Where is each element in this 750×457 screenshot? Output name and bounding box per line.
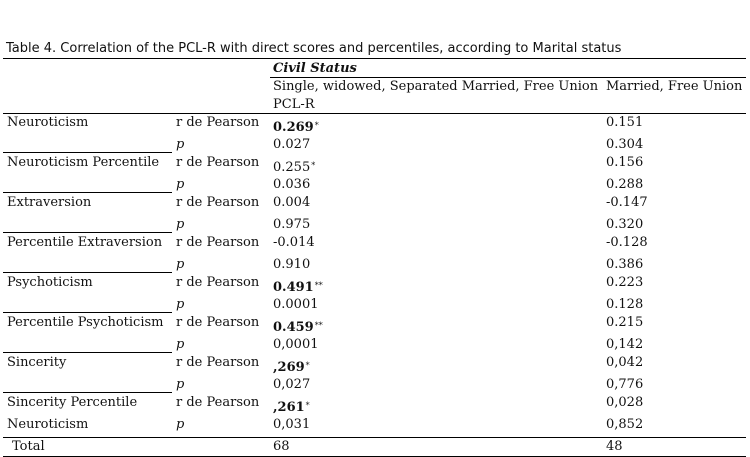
r-value-col1 [273,320,323,336]
variable-name: Extraversion [7,195,92,210]
p-value-col2: 0.128 [606,297,644,312]
variable-name: Percentile Extraversion [7,235,163,250]
total-label: Total [12,439,45,454]
r-label: r de Pearson [176,395,260,410]
column-header-married: Married, Free Union [606,79,743,94]
correlation-value: 0.004 [273,195,311,210]
correlation-value: 0.459 [273,320,314,335]
civil-status-rule [270,77,746,78]
p-value-col1: 0,031 [273,417,311,432]
r-value-col1 [273,120,319,136]
r-label: r de Pearson [176,355,260,370]
total-n-col2: 48 [606,439,623,454]
p-value-col1: 0.0001 [273,297,319,312]
r-label: r de Pearson [176,235,260,250]
header-bottom-rule [3,113,746,114]
variable-name-line2: Neuroticism [7,417,89,432]
r-value-col2: 0.156 [606,155,644,170]
correlation-value: 0.491 [273,280,314,295]
p-value-col2: 0,852 [606,417,644,432]
r-value-col2: -0.128 [606,235,648,250]
correlation-value: ,261 [273,400,305,415]
p-label: p [176,137,185,152]
r-value-col2: 0.223 [606,275,644,290]
variable-name: Sincerity [7,355,67,370]
correlation-value: 0.255 [273,160,311,175]
variable-name: Neuroticism [7,115,89,130]
p-label: p [176,297,185,312]
variable-underline [3,312,172,313]
p-label: p [176,417,185,432]
significance-marker: * [305,361,310,370]
variable-name: Percentile Psychoticism [7,315,164,330]
total-n-col1: 68 [273,439,290,454]
r-value-col1 [273,195,310,211]
civil-status-header: Civil Status [273,61,357,76]
significance-marker: * [314,121,319,130]
correlation-value: 0.269 [273,120,314,135]
variable-name: Sincerity Percentile [7,395,138,410]
p-label: p [176,217,185,232]
p-value-col2: 0,142 [606,337,644,352]
p-value-col1: 0.975 [273,217,311,232]
p-label: p [176,337,185,352]
p-value-col1: 0.910 [273,257,311,272]
r-value-col2: 0,028 [606,395,644,410]
variable-name: Neuroticism Percentile [7,155,160,170]
p-value-col2: 0,776 [606,377,644,392]
pcl-r-subheader: PCL-R [273,97,315,112]
variable-underline [3,192,172,193]
r-value-col2: 0.215 [606,315,644,330]
variable-underline [3,392,172,393]
r-value-col1 [273,280,323,296]
p-label: p [176,177,185,192]
r-value-col1 [273,400,310,416]
significance-marker: ** [314,321,323,330]
variable-underline [3,232,172,233]
r-value-col2: 0,042 [606,355,644,370]
top-rule [3,58,746,59]
p-value-col1: 0.027 [273,137,311,152]
r-label: r de Pearson [176,195,260,210]
table-caption: Table 4. Correlation of the PCL-R with direct scores and percentiles, according to Marital status [6,41,622,56]
r-value-col2: -0.147 [606,195,648,210]
r-label: r de Pearson [176,315,260,330]
r-value-col1 [273,235,315,251]
column-header-single: Single, widowed, Separated Married, Free Union [273,79,599,94]
correlation-value: ,269 [273,360,305,375]
variable-underline [3,152,172,153]
p-label: p [176,257,185,272]
total-top-rule [3,437,746,438]
significance-marker: ** [314,281,323,290]
p-value-col2: 0.288 [606,177,644,192]
p-value-col1: 0,0001 [273,337,319,352]
significance-marker: * [305,401,310,410]
p-value-col2: 0.304 [606,137,644,152]
p-label: p [176,377,185,392]
r-label: r de Pearson [176,275,260,290]
correlation-value: -0.014 [273,235,315,250]
r-value-col1 [273,360,310,376]
p-value-col2: 0.386 [606,257,644,272]
variable-underline [3,352,172,353]
r-value-col1 [273,160,315,176]
variable-underline [3,272,172,273]
r-value-col2: 0.151 [606,115,644,130]
p-value-col1: 0.036 [273,177,311,192]
significance-marker: * [311,161,316,170]
p-value-col1: 0,027 [273,377,311,392]
r-label: r de Pearson [176,155,260,170]
r-label: r de Pearson [176,115,260,130]
p-value-col2: 0.320 [606,217,644,232]
variable-name: Psychoticism [7,275,93,290]
